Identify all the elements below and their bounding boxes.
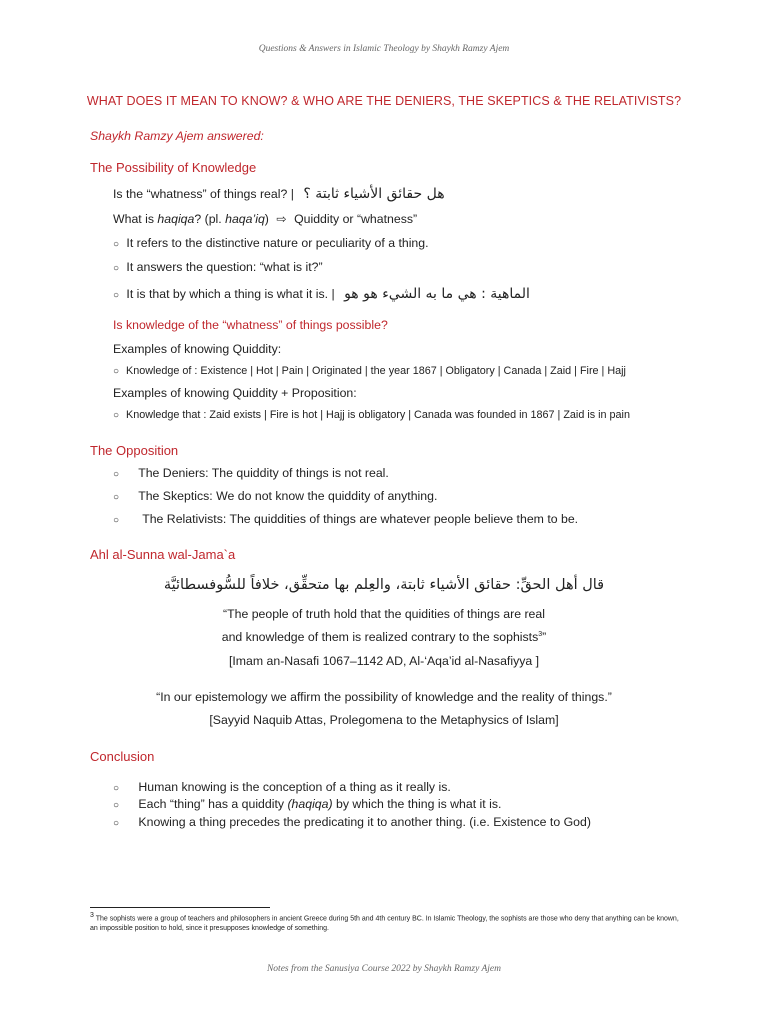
opposition-item-text: The Skeptics: We do not know the quiddity of anything. <box>138 489 438 503</box>
citation-nasafi: [Imam an-Nasafi 1067–1142 AD, Al-‘Aqa’id al-Nasafiyya ] <box>228 654 540 668</box>
arrow-icon: ⇨ <box>276 212 287 226</box>
section-heading-conclusion: Conclusion <box>90 749 155 764</box>
haqiqa-definition <box>113 212 417 226</box>
examples-prop <box>113 409 630 421</box>
haqiqa-mid: ? (pl. <box>194 212 226 226</box>
citation-attas: [Sayyid Naquib Attas, Prolegomena to the Metaphysics of Islam] <box>209 713 559 727</box>
conclusion-item-italic: (haqiqa) <box>287 797 333 811</box>
conclusion-item-suffix: by which the thing is what it is. <box>332 797 502 811</box>
definition-bullet-3 <box>113 286 530 302</box>
section-heading-ahl-sunna: Ahl al-Sunna wal-Jama`a <box>90 547 236 562</box>
opposition-item-relativists <box>113 512 578 526</box>
opposition-item-deniers <box>113 466 389 480</box>
footnote-rule <box>90 907 270 908</box>
definition-bullet-1 <box>113 236 429 250</box>
conclusion-item-text: Knowing a thing precedes the predicating it to another thing. (i.e. Existence to God) <box>138 815 591 829</box>
bullet-icon: ○ <box>113 492 120 503</box>
conclusion-item-text: Each “thing” has a quiddity <box>138 797 288 811</box>
opposition-item-text: The Relativists: The quiddities of things are whatever people believe them to be. <box>142 512 579 526</box>
mahiya-arabic: الماهية : هي ما به الشيء هو هو <box>344 286 530 302</box>
sub-heading-possible: Is knowledge of the “whatness” of things possible? <box>113 318 388 332</box>
author-line: Shaykh Ramzy Ajem answered: <box>90 129 264 143</box>
conclusion-item-3 <box>113 815 591 829</box>
bullet-icon: ○ <box>113 783 120 794</box>
conclusion-item-1 <box>113 780 451 794</box>
conclusion-item-2 <box>113 797 501 811</box>
running-header: Questions & Answers in Islamic Theology by Shaykh Ramzy Ajem <box>258 44 510 54</box>
arabic-quote-line <box>0 576 768 594</box>
examples-quiddity <box>113 365 626 377</box>
quote-line-2 <box>0 630 768 644</box>
definition-bullet-text: It refers to the distinctive nature or peculiarity of a thing. <box>126 236 429 250</box>
haqiqa-term: haqiqa <box>157 212 195 226</box>
bullet-icon: ○ <box>113 366 120 377</box>
whatness-question-arabic: هل حقائق الأشياء ثابتة ؟ <box>303 186 445 202</box>
bullet-icon: ○ <box>113 263 120 274</box>
bullet-icon: ○ <box>113 239 120 250</box>
bullet-icon: ○ <box>113 515 120 526</box>
footnote-ref: 3 <box>538 630 543 638</box>
section-heading-opposition: The Opposition <box>90 443 179 458</box>
running-footer: Notes from the Sanusiya Course 2022 by Shaykh Ramzy Ajem <box>266 964 502 974</box>
quote-attas: “In our epistemology we affirm the possibility of knowledge and the reality of things.” <box>156 690 612 704</box>
definition-bullet-text: It answers the question: “what is it?” <box>126 260 323 274</box>
conclusion-item-text: Human knowing is the conception of a thing as it really is. <box>138 780 451 794</box>
examples-prop-label: Examples of knowing Quiddity + Proposition: <box>113 386 357 400</box>
haqiqa-prefix: What is <box>113 212 158 226</box>
bullet-icon: ○ <box>113 290 120 301</box>
haqiqa-close: ) <box>264 212 269 226</box>
examples-quiddity-text: Knowledge of : Existence | Hot | Pain | Originated | the year 1867 | Obligatory | Canada | Zaid | Fire | Hajj <box>126 365 626 377</box>
bullet-icon: ○ <box>113 469 120 480</box>
footnote <box>90 911 680 933</box>
quote-line-1: “The people of truth hold that the quidities of things are real <box>223 607 545 621</box>
footnote-mark: 3 <box>90 912 94 919</box>
bullet-icon: ○ <box>113 410 120 421</box>
whatness-question <box>113 186 445 202</box>
haqiqa-plural: haqa’iq <box>225 212 265 226</box>
opposition-item-skeptics <box>113 489 437 503</box>
bullet-icon: ○ <box>113 818 120 829</box>
quote-close: ” <box>542 630 547 644</box>
haqiqa-result: Quiddity or “whatness” <box>294 212 418 226</box>
quote-line-2-text: and knowledge of them is realized contrary to the sophists <box>221 630 539 644</box>
bullet-icon: ○ <box>113 800 120 811</box>
opposition-item-text: The Deniers: The quiddity of things is not real. <box>138 466 389 480</box>
arabic-quote: قال أهل الحقِّ: حقائق الأشياء ثابتة، والعِلم بها متحقِّق، خلافاً للسُّوفسطائيَّة <box>163 577 605 593</box>
page-title: WHAT DOES IT MEAN TO KNOW? & WHO ARE THE DENIERS, THE SKEPTICS & THE RELATIVISTS? <box>86 94 682 108</box>
section-heading-possibility: The Possibility of Knowledge <box>90 160 257 175</box>
examples-quiddity-label: Examples of knowing Quiddity: <box>113 342 282 356</box>
footnote-text: The sophists were a group of teachers and philosophers in ancient Greece during 5th and 4th century BC. In Islamic Theology, the sophists are those who deny that anything can be known, an impossible position to hold, since it presupposes knowledge of something. <box>90 915 679 932</box>
definition-bullet-2 <box>113 260 323 274</box>
whatness-question-text: Is the “whatness” of things real? | <box>113 187 294 201</box>
examples-prop-text: Knowledge that : Zaid exists | Fire is hot | Hajj is obligatory | Canada was founded in 1867 | Zaid is in pain <box>126 409 630 421</box>
definition-bullet-text: It is that by which a thing is what it is. | <box>126 287 335 301</box>
